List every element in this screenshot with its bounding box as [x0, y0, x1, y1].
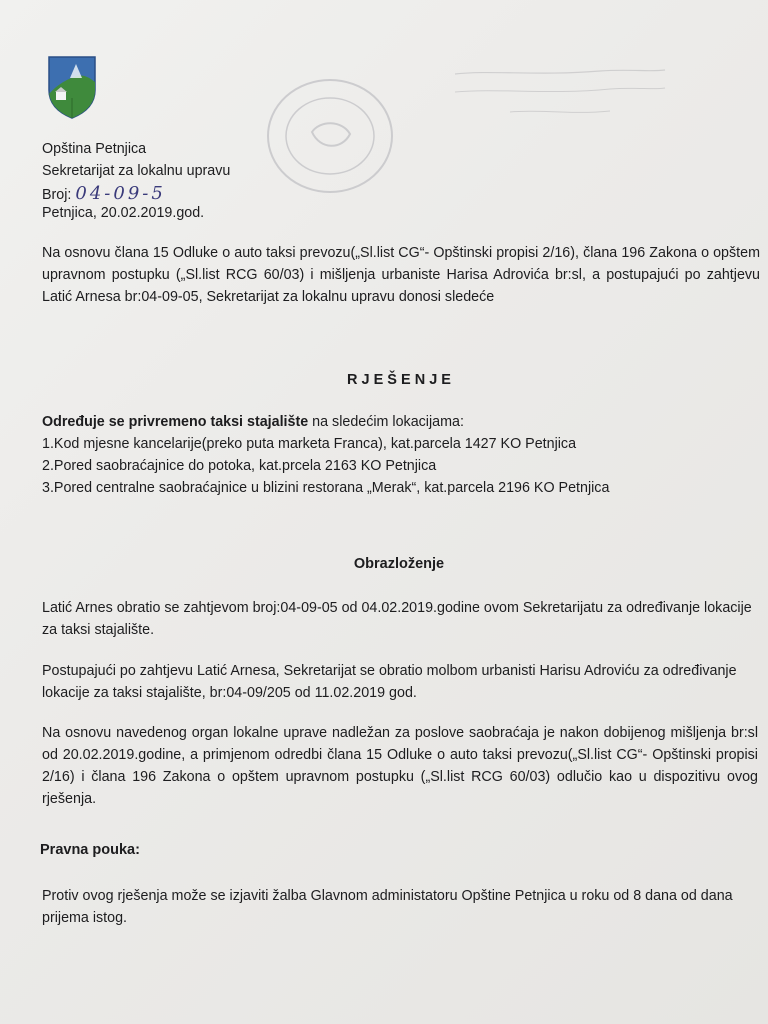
reasoning-paragraph-2: Postupajući po zahtjevu Latić Arnesa, Sekretarijat se obratio molbom urbanisti Harisu Adroviću za određivanje lokacije za taksi stajalište, br:04-09/205 od 11.02.2019 god. [42, 663, 737, 701]
decision-lead-bold: Određuje se privremeno taksi stajalište [42, 414, 309, 430]
legal-remedy-text: Protiv ovog rješenja može se izjaviti žalba Glavnom administatoru Opštine Petnjica u roku od 8 dana od dana prijema istog. [42, 888, 733, 926]
reasoning-title: Obrazloženje [353, 556, 445, 572]
decision-lead [42, 411, 762, 433]
decision-lead-rest: na sledećim lokacijama: [308, 414, 464, 430]
intro-paragraph: Na osnovu člana 15 Odluke o auto taksi prevozu(„Sl.list CG“- Opštinski propisi 2/16), člana 196 Zakona o opštem upravnom postupku („Sl.list RCG 60/03) i mišljenja urbaniste Harisa Adrovića br:sl, a postupajući po zahtjevu Latić Arnesa br:04-09-05, Sekretarijat za lokalnu upravu donosi sledeće [42, 245, 760, 305]
location-item: 1.Kod mjesne kancelarije(preko puta marketa Franca), kat.parcela 1427 KO Petnjica [42, 436, 577, 452]
document-number [42, 183, 166, 204]
decision-body [42, 411, 762, 499]
reasoning-paragraph-3: Na osnovu navedenog organ lokalne uprave nadležan za poslove saobraćaja je nakon dobijenog mišljenja br:sl od 20.02.2019.godine, a primjenom odredbi člana 15 Odluke o auto taksi prevozu(„Sl.list CG“- Opštinski propisi 2/16) i člana 196 Zakona o opštem upravnom postupku („Sl.list RCG 60/03) odlučio kao u dispozitivu ovog rješenja. [42, 725, 758, 807]
stamp-icon [262, 72, 402, 198]
legal-remedy-title: Pravna pouka: [40, 842, 140, 858]
decision-title: R J E Š E N J E [347, 372, 451, 388]
bleed-through-marks [450, 62, 670, 132]
location-list [42, 433, 762, 499]
location-item: 3.Pored centralne saobraćajnice u blizini restorana „Merak“, kat.parcela 2196 KO Petnjica [42, 480, 610, 496]
number-label: Broj: [42, 187, 72, 203]
coat-of-arms-icon [46, 54, 98, 120]
handwritten-number: 04-09-5 [75, 183, 166, 204]
location-item: 2.Pored saobraćajnice do potoka, kat.prcela 2163 KO Petnjica [42, 458, 437, 474]
place-date: Petnjica, 20.02.2019.god. [42, 205, 205, 221]
secretariat-name: Sekretarijat za lokalnu upravu [42, 163, 231, 179]
reasoning-paragraph-1: Latić Arnes obratio se zahtjevom broj:04-09-05 od 04.02.2019.godine ovom Sekretarijatu za određivanje lokacije za taksi stajalište. [42, 600, 752, 638]
municipality-name: Opština Petnjica [42, 141, 147, 157]
